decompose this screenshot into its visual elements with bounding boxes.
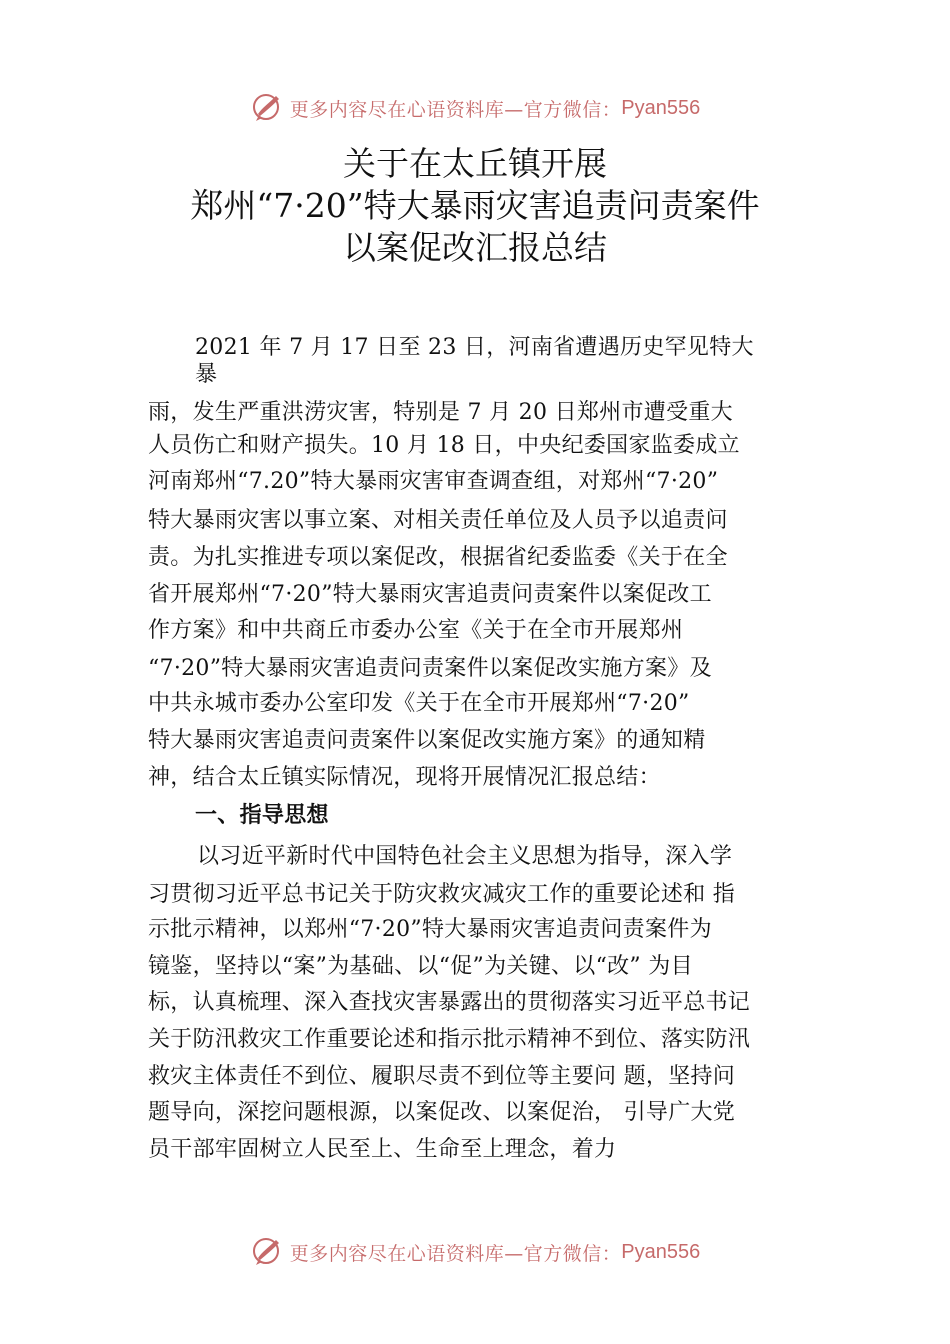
watermark-banner-top [0, 88, 950, 128]
paragraph-line: “7·20”特大暴雨灾害追责问责案件以案促改实施方案》及 [148, 656, 712, 681]
pen-logo-icon [250, 90, 286, 126]
paragraph-line: 人员伤亡和财产损失。10 月 18 日，中央纪委国家监委成立 [148, 433, 740, 458]
paragraph-line: 救灾主体责任不到位、履职尽责不到位等主要问 题，坚持问 [148, 1064, 736, 1089]
paragraph-line: 特大暴雨灾害以事立案、对相关责任单位及人员予以追责问 [148, 508, 728, 533]
paragraph-line: 作方案》和中共商丘市委办公室《关于在全市开展郑州 [148, 618, 684, 643]
paragraph-line: 神，结合太丘镇实际情况，现将开展情况汇报总结： [148, 765, 661, 790]
paragraph-line: 雨，发生严重洪涝灾害，特别是 7 月 20 日郑州市遭受重大 [148, 400, 733, 425]
paragraph-line: 2021 年 7 月 17 日至 23 日，河南省遭遇历史罕见特大 [195, 335, 754, 360]
paragraph-line: 镜鉴，坚持以“案”为基础、以“促”为关键、以“改” 为目 [148, 954, 693, 979]
watermark-banner-bottom [0, 1232, 950, 1272]
watermark-text: 更多内容尽在心语资料库—官方微信： [289, 1242, 622, 1265]
paragraph-line: 省开展郑州“7·20”特大暴雨灾害追责问责案件以案促改工 [148, 582, 712, 607]
title-line-3: 以案促改汇报总结 [343, 228, 607, 267]
paragraph-line: 以习近平新时代中国特色社会主义思想为指导，深入学 [197, 844, 733, 869]
paragraph-line: 习贯彻习近平总书记关于防灾救灾减灾工作的重要论述和 指 [148, 882, 736, 907]
paragraph-line: 示批示精神，以郑州“7·20”特大暴雨灾害追责问责案件为 [148, 917, 712, 942]
paragraph-line: 关于防汛救灾工作重要论述和指示批示精神不到位、落实防汛 [148, 1027, 751, 1052]
document-title [0, 143, 950, 269]
pen-logo-icon [250, 1234, 286, 1270]
paragraph-line: 暴 [195, 362, 218, 387]
watermark-wechat-id: Pyan556 [621, 96, 701, 119]
title-line-2: 郑州“7·20”特大暴雨灾害追责问责案件 [190, 186, 760, 225]
paragraph-line: 责。为扎实推进专项以案促改，根据省纪委监委《关于在全 [148, 545, 728, 570]
paragraph-line: 题导向，深挖问题根源，以案促改、以案促治， 引导广大党 [148, 1100, 736, 1125]
title-line-1: 关于在太丘镇开展 [343, 144, 607, 183]
paragraph-line: 员干部牢固树立人民至上、生命至上理念，着力 [148, 1137, 617, 1162]
paragraph-line: 河南郑州“7.20”特大暴雨灾害审查调查组，对郑州“7·20” [148, 469, 719, 494]
watermark-text: 更多内容尽在心语资料库—官方微信： [289, 98, 622, 121]
paragraph-line: 特大暴雨灾害追责问责案件以案促改实施方案》的通知精 [148, 728, 706, 753]
paragraph-line: 标，认真梳理、深入查找灾害暴露出的贯彻落实习近平总书记 [148, 990, 751, 1015]
watermark-wechat-id: Pyan556 [621, 1240, 701, 1263]
paragraph-line: 中共永城市委办公室印发《关于在全市开展郑州“7·20” [148, 691, 690, 716]
section-heading: 一、指导思想 [195, 803, 329, 828]
